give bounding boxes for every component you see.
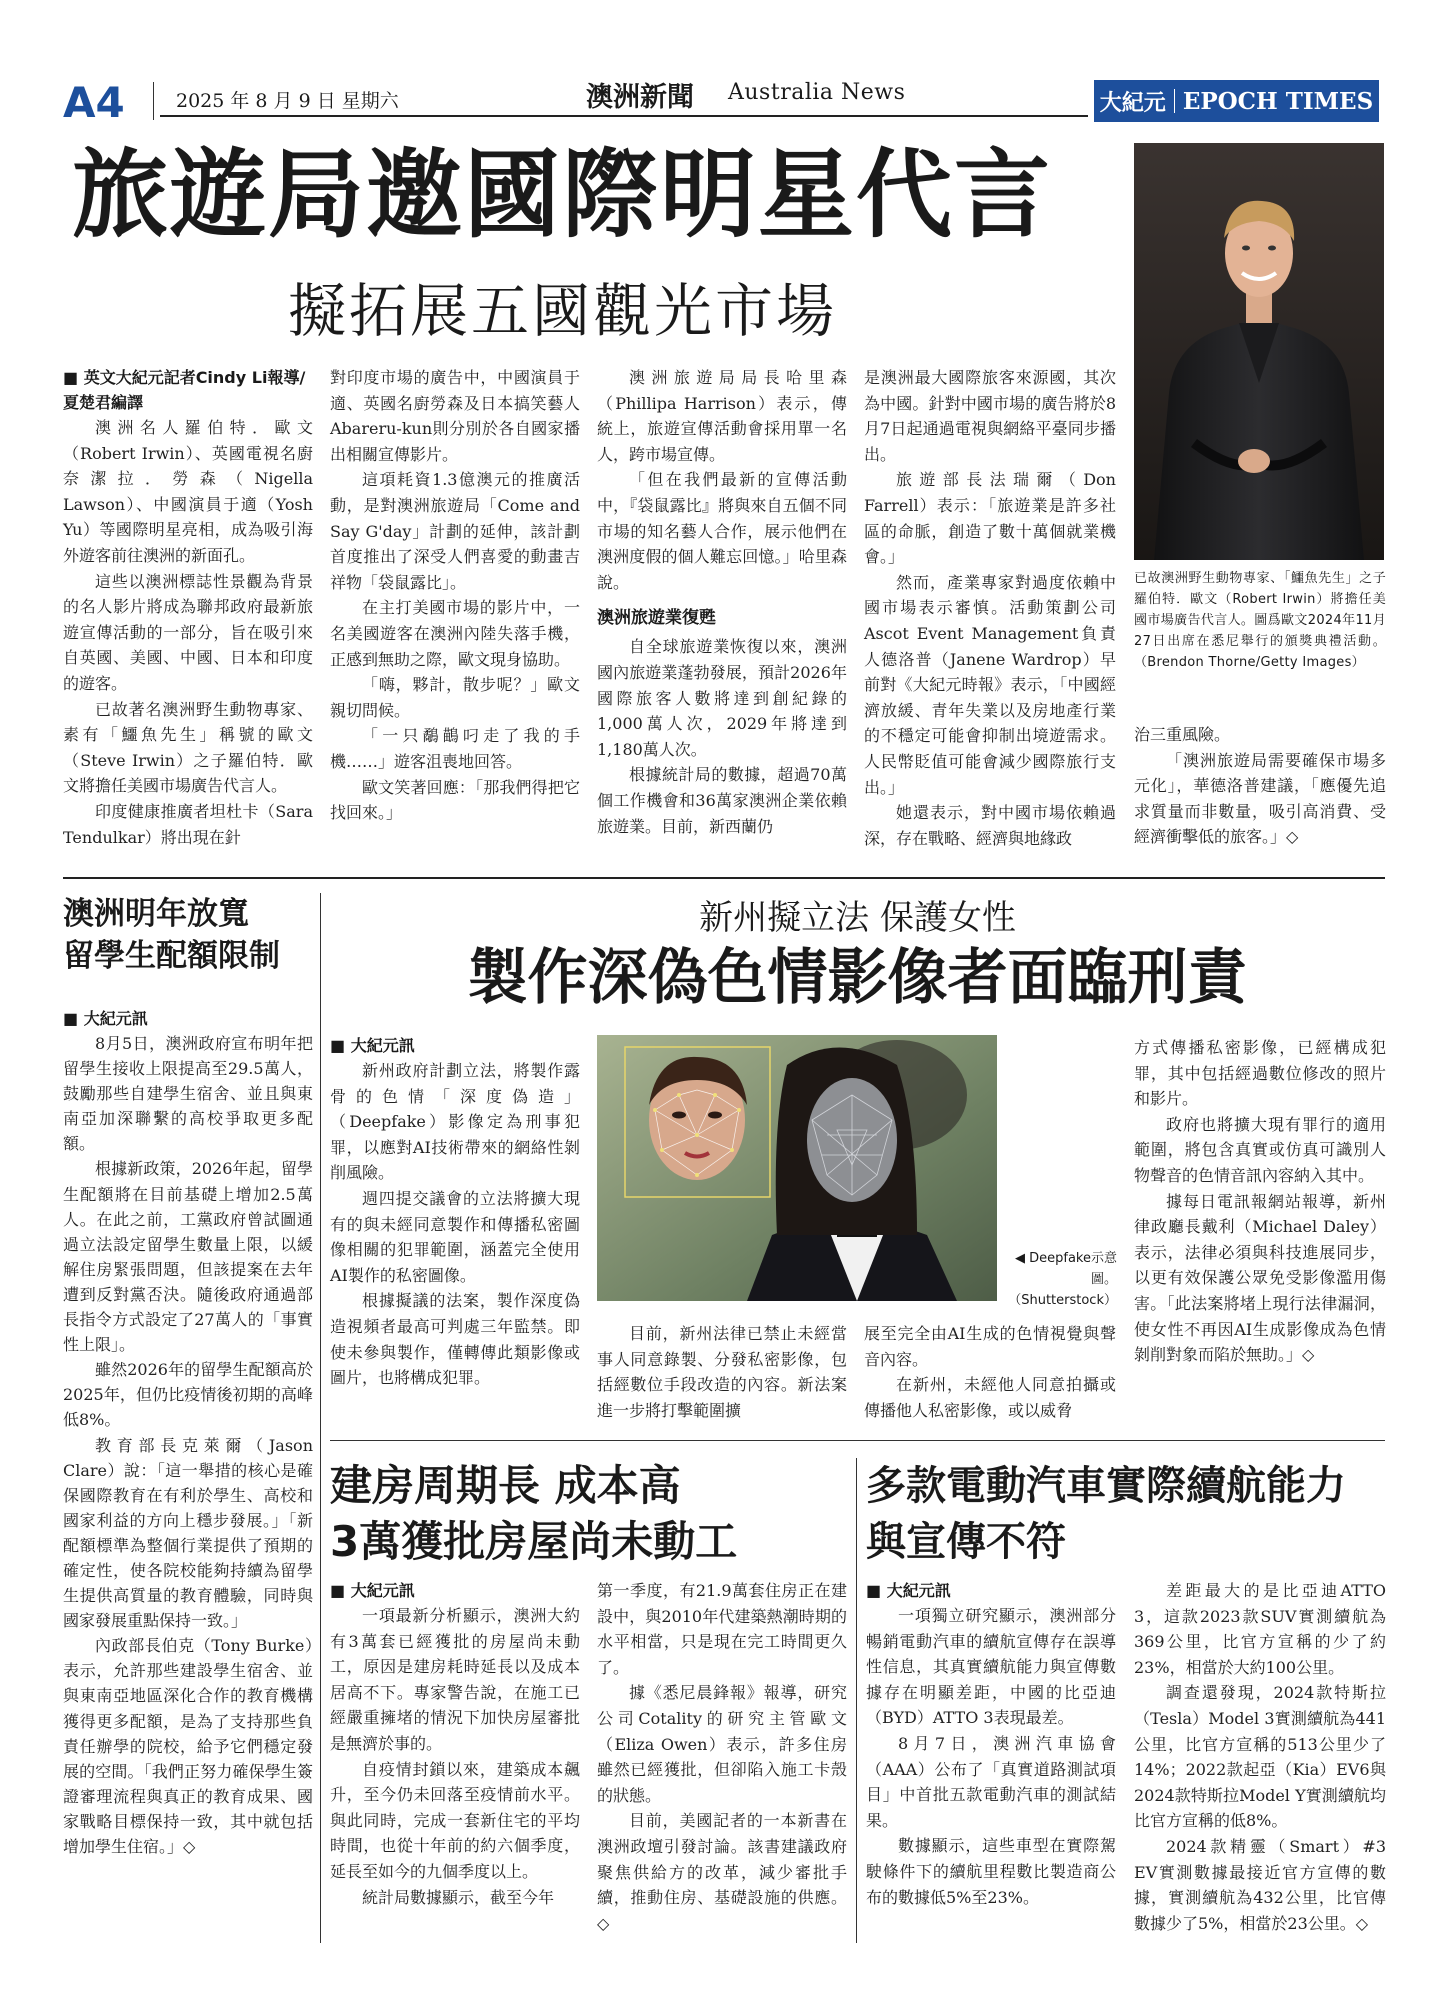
article1-col4: 是澳洲最大國際旅客來源國，其次為中國。針對中國市場的廣告將於8月7日起通過電視與網絡平臺同步播出。 旅遊部長法瑞爾（Don Farrell）表示：「旅遊業是許多社區的命脈，創造了數十萬個就業機會。」 然而，產業專家對過度依賴中國市場表示審慎。活動策劃公司Ascot Event Management負責人德洛普（Janene Wardrop）早前對《大紀元時報》表示，「中國經濟放緩、青年失業以及房地產行業的不穩定可能會抑制出境遊需求。人民幣貶值可能會減少國際旅行支出。」 她還表示，對中國市場依賴過深，存在戰略、經濟與地緣政	[864, 368, 1116, 848]
article3-byline: ■ 大紀元訊	[330, 1033, 580, 1058]
logo-en: EPOCH TIMES	[1182, 87, 1374, 115]
epoch-times-logo	[1094, 80, 1379, 122]
robert-irwin-photo	[1134, 143, 1384, 560]
article3-col1: 新州政府計劃立法，將製作露骨的色情「深度偽造」（Deepfake）影像定為刑事犯罪，以應對AI技術帶來的網絡性剝削風險。 週四提交議會的立法將擴大現有的與未經同意製作和傳播私密圖像相關的犯罪範圍，涵蓋完全使用AI製作的私密圖像。 根據擬議的法案，製作深度偽造視頻者最高可判處三年監禁。即使未參與製作，僅轉傳此類影像或圖片，也將構成犯罪。	[330, 1061, 580, 1388]
article3-col2: 目前，新州法律已禁止未經當事人同意錄製、分發私密影像，包括經數位手段改造的內容。新法案進一步將打擊範圍擴	[597, 1324, 847, 1420]
article3-col4: 方式傳播私密影像，已經構成犯罪，其中包括經過數位修改的照片和影片。 政府也將擴大現有罪行的適用範圍，將包含真實或仿真可識別人物聲音的色情音訊內容納入其中。 據每日電訊報網站報導，新州律政廳長戴利（Michael Daley）表示，法律必須與科技進展同步，以更有效保護公眾免受影像濫用傷害。「此法案將堵上現行法律漏洞，使女性不再因AI生成影像成為色情剝削對象而陷於無助。」◇	[1134, 1038, 1386, 1365]
logo-cn: 大紀元	[1099, 90, 1166, 116]
article4-byline: ■ 大紀元訊	[330, 1578, 580, 1603]
section-name-en: Australia News	[728, 80, 906, 105]
article2-headline: 澳洲明年放寬 留學生配額限制	[63, 896, 280, 974]
article5-headline: 多款電動汽車實際續航能力 與宣傳不符	[866, 1463, 1346, 1565]
article1-col5: 治三重風險。 「澳洲旅遊局需要確保市場多元化」，華德洛普建議，「應優先追求質量而非數量，吸引高消費、受經濟衝擊低的旅客。」◇	[1134, 725, 1386, 847]
page-label: A4	[63, 78, 125, 127]
article1-subheadline: 擬拓展五國觀光市場	[288, 277, 838, 345]
article5-col2: 差距最大的是比亞迪ATTO 3，這款2023款SUV實測續航為369公里，比官方宣稱的少了約23%，相當於大約100公里。 調查還發現，2024款特斯拉（Tesla）Model 3實測續航為441公里，比官方宣稱的513公里少了14%；2022款起亞（Kia）EV6與2024款特斯拉Model Y實測續航均比官方宣稱的低8%。 2024款精靈（Smart）#3 EV實測數據最接近官方宣傳的數據，實測續航為432公里，比官傳數據少了5%，相當於23公里。◇	[1134, 1581, 1386, 1933]
issue-date: 2025 年 8 月 9 日 星期六	[176, 90, 399, 112]
article3-headline: 製作深偽色情影像者面臨刑責	[467, 943, 1248, 1013]
article2-body: 8月5日，澳洲政府宣布明年把留學生接收上限提高至29.5萬人，鼓勵那些自建學生宿舍、並且與東南亞加深聯繫的高校爭取更多配額。 根據新政策，2026年起，留學生配額將在目前基礎上增加2.5萬人。在此之前，工黨政府曾試圖通過立法設定留學生數量上限，以緩解住房緊張問題，但該提案在去年遭到反對黨否決。隨後政府通過部長指令方式設定了27萬人的「事實性上限」。 雖然2026年的留學生配額高於2025年，但仍比疫情後初期的高峰低8%。 教育部長克萊爾（Jason Clare）說：「這一舉措的核心是確保國際教育在有利於學生、高校和國家利益的方向上穩步發展。」「新配額標準為整個行業提供了預期的確定性，使各院校能夠持續為留學生提供高質量的教育體驗，同時與國家發展重點保持一致。」 內政部長伯克（Tony Burke）表示，允許那些建設學生宿舍、並與東南亞地區深化合作的教育機構獲得更多配額，是為了支持那些負責任辦學的院校，給予它們穩定發展的空間。「我們正努力確保學生簽證審理流程與真正的教育成果、國家戰略目標保持一致，其中就包括增加學生住宿。」◇	[63, 1034, 313, 1856]
article4-col2: 第一季度，有21.9萬套住房正在建設中，與2010年代建築熱潮時期的水平相當，只是現在完工時間更久了。 據《悉尼晨鋒報》報導，研究公司Cotality的研究主管歐文（Eliza Owen）表示，許多住房雖然已經獲批，但卻陷入施工卡殼的狀態。 目前，美國記者的一本新書在澳洲政壇引發討論。該書建議政府聚焦供給方的改革，減少審批手續，推動住房、基礎設施的供應。◇	[597, 1581, 847, 1933]
article5-col1: 一項獨立研究顯示，澳洲部分暢銷電動汽車的續航宣傳存在誤導性信息，其真實續航能力與宣傳數據存在明顯差距，中國的比亞迪（BYD）ATTO 3表現最差。 8月7日，澳洲汽車協會（AAA）公布了「真實道路測試項目」中首批五款電動汽車的測試結果。 數據顯示，這些車型在實際駕駛條件下的續航里程數比製造商公布的數據低5%至23%。	[866, 1606, 1116, 1907]
article4-col1: 一項最新分析顯示，澳洲大約有3萬套已經獲批的房屋尚未動工，原因是建房耗時延長以及成本居高不下。專家警告說，在施工已經嚴重擁堵的情況下加快房屋審批是無濟於事的。 自疫情封鎖以來，建築成本飆升，至今仍未回落至疫情前水平。與此同時，完成一套新住宅的平均時間，也從十年前的約六個季度，延長至如今的九個季度以上。 統計局數據顯示，截至今年	[330, 1606, 580, 1907]
article5-byline: ■ 大紀元訊	[866, 1578, 1116, 1603]
article1-byline: ■ 英文大紀元記者Cindy Li報導/夏楚君編譯	[63, 365, 313, 415]
article1-col2: 對印度市場的廣告中，中國演員于適、英國名廚勞森及日本搞笑藝人Abareru-kun則分別於各自國家播出相關宣傳影片。 這項耗資1.3億澳元的推廣活動，是對澳洲旅遊局「Come and Say G'day」計劃的延伸，該計劃首度推出了深受人們喜愛的動畫吉祥物「袋鼠露比」。 在主打美國市場的影片中，一名美國遊客在澳洲內陸失落手機，正感到無助之際，歐文現身協助。 「嗨，夥計，散步呢？」歐文親切問候。 「一只鷸鶓叼走了我的手機……」遊客沮喪地回答。 歐文笑著回應：「那我們得把它找回來。」	[330, 368, 580, 823]
article1-col1: 澳洲名人羅伯特．歐文（Robert Irwin）、英國電視名廚奈潔拉．勞森（Nigella Lawson）、中國演員于適（Yosh Yu）等國際明星亮相，成為吸引海外遊客前往澳洲的新面孔。 這些以澳洲標誌性景觀為背景的名人影片將成為聯邦政府最新旅遊宣傳活動的一部分，旨在吸引來自英國、美國、中國、日本和印度的遊客。 已故著名澳洲野生動物專家、素有「鱷魚先生」稱號的歐文（Steve Irwin）之子羅伯特．歐文將擔任美國市場廣告代言人。 印度健康推廣者坦杜卡（Sara Tendulkar）將出現在針	[63, 418, 313, 847]
article1-col3a: 澳洲旅遊局局長哈里森（Phillipa Harrison）表示，傳統上，旅遊宣傳活動會採用單一名人，跨市場宣傳。 「但在我們最新的宣傳活動中，『袋鼠露比』將與來自五個不同市場的知名藝人合作，展示他們在澳洲度假的個人難忘回憶。」哈里森說。	[597, 368, 847, 592]
article3-kicker: 新州擬立法 保護女性	[699, 898, 1016, 938]
article3-col3: 展至完全由AI生成的色情視覺與聲音內容。 在新州，未經他人同意拍攝或傳播他人私密影像，或以威脅	[864, 1324, 1116, 1420]
article1-photo-caption: 已故澳洲野生動物專家、「鱷魚先生」之子羅伯特．歐文（Robert Irwin）將擔任美國市場廣告代言人。圖爲歐文2024年11月27日出席在悉尼舉行的頒獎典禮活動。（Brendon Thorne/Getty Images）	[1134, 571, 1386, 670]
article1-subhead: 澳洲旅遊業復甦	[597, 608, 716, 629]
article2-byline: ■ 大紀元訊	[63, 1006, 313, 1031]
article1-col3b: 自全球旅遊業恢復以來，澳洲國內旅遊業蓬勃發展，預計2026年國際旅客人數將達到創紀錄的1,000萬人次，2029年將達到1,180萬人次。 根據統計局的數據，超過70萬個工作機會和36萬家澳洲企業依賴旅遊業。目前，新西蘭仍	[597, 637, 847, 836]
section-name-cn: 澳洲新聞	[586, 82, 694, 113]
deepfake-caption: ◀ Deepfake示意圖。（Shutterstock）	[1008, 1251, 1117, 1308]
article4-headline: 建房周期長 成本高 3萬獲批房屋尚未動工	[330, 1461, 738, 1566]
article1-headline: 旅遊局邀國際明星代言	[72, 139, 1052, 251]
deepfake-illustration	[597, 1035, 997, 1301]
